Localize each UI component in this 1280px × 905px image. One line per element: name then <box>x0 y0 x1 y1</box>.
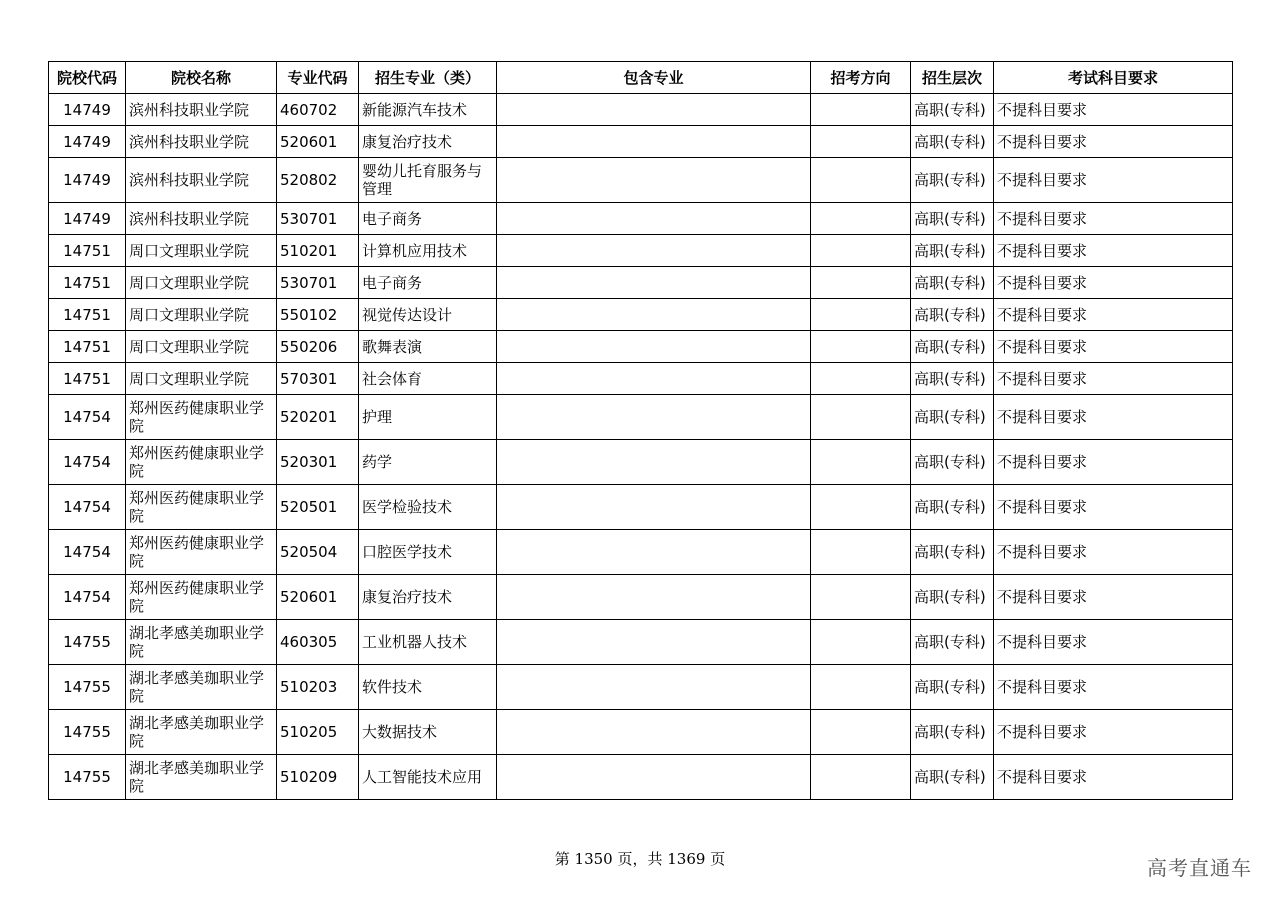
cell-school-name: 湖北孝感美珈职业学院 <box>126 620 277 665</box>
page-footer: 第 1350 页，共 1369 页 <box>554 850 726 868</box>
table-row <box>49 363 1233 395</box>
cell-major-code: 510205 <box>277 710 359 755</box>
table-row <box>49 235 1233 267</box>
cell-level: 高职(专科) <box>911 665 994 710</box>
cell-direction <box>811 530 911 575</box>
table-row <box>49 575 1233 620</box>
cell-school-name: 滨州科技职业学院 <box>126 126 277 158</box>
cell-included-majors <box>497 440 811 485</box>
cell-school-code: 14749 <box>49 94 126 126</box>
cell-school-name: 湖北孝感美珈职业学院 <box>126 710 277 755</box>
cell-level: 高职(专科) <box>911 530 994 575</box>
cell-requirement: 不提科目要求 <box>994 203 1233 235</box>
cell-level: 高职(专科) <box>911 126 994 158</box>
cell-school-name: 湖北孝感美珈职业学院 <box>126 755 277 800</box>
cell-included-majors <box>497 158 811 203</box>
cell-level: 高职(专科) <box>911 395 994 440</box>
cell-major: 工业机器人技术 <box>359 620 497 665</box>
cell-major-code: 510201 <box>277 235 359 267</box>
header-school-name: 院校名称 <box>126 62 277 94</box>
cell-school-name: 郑州医药健康职业学院 <box>126 395 277 440</box>
cell-direction <box>811 331 911 363</box>
table-row <box>49 94 1233 126</box>
cell-included-majors <box>497 94 811 126</box>
cell-major: 电子商务 <box>359 267 497 299</box>
cell-level: 高职(专科) <box>911 363 994 395</box>
cell-requirement: 不提科目要求 <box>994 158 1233 203</box>
cell-major: 视觉传达设计 <box>359 299 497 331</box>
cell-major-code: 510203 <box>277 665 359 710</box>
header-direction: 招考方向 <box>811 62 911 94</box>
cell-included-majors <box>497 710 811 755</box>
table-row <box>49 710 1233 755</box>
table-header-row <box>49 62 1233 94</box>
cell-requirement: 不提科目要求 <box>994 331 1233 363</box>
cell-major: 新能源汽车技术 <box>359 94 497 126</box>
cell-major-code: 520601 <box>277 126 359 158</box>
cell-included-majors <box>497 126 811 158</box>
cell-school-name: 滨州科技职业学院 <box>126 203 277 235</box>
cell-major-code: 520501 <box>277 485 359 530</box>
cell-direction <box>811 710 911 755</box>
cell-included-majors <box>497 299 811 331</box>
cell-included-majors <box>497 485 811 530</box>
cell-school-code: 14755 <box>49 755 126 800</box>
header-requirement: 考试科目要求 <box>994 62 1233 94</box>
cell-major-code: 520601 <box>277 575 359 620</box>
table-row <box>49 126 1233 158</box>
cell-direction <box>811 440 911 485</box>
cell-requirement: 不提科目要求 <box>994 755 1233 800</box>
cell-major: 康复治疗技术 <box>359 126 497 158</box>
cell-level: 高职(专科) <box>911 575 994 620</box>
cell-school-name: 周口文理职业学院 <box>126 299 277 331</box>
cell-direction <box>811 126 911 158</box>
cell-included-majors <box>497 331 811 363</box>
table-row <box>49 485 1233 530</box>
cell-direction <box>811 575 911 620</box>
admissions-table <box>48 61 1233 800</box>
cell-school-code: 14749 <box>49 203 126 235</box>
cell-requirement: 不提科目要求 <box>994 485 1233 530</box>
cell-major: 康复治疗技术 <box>359 575 497 620</box>
cell-direction <box>811 485 911 530</box>
table-row <box>49 299 1233 331</box>
table-row <box>49 755 1233 800</box>
cell-direction <box>811 620 911 665</box>
cell-major: 大数据技术 <box>359 710 497 755</box>
cell-level: 高职(专科) <box>911 299 994 331</box>
cell-school-code: 14755 <box>49 665 126 710</box>
cell-school-name: 湖北孝感美珈职业学院 <box>126 665 277 710</box>
cell-requirement: 不提科目要求 <box>994 575 1233 620</box>
table-row <box>49 620 1233 665</box>
cell-requirement: 不提科目要求 <box>994 126 1233 158</box>
watermark: 高考直通车 <box>1147 856 1252 880</box>
header-school-code: 院校代码 <box>49 62 126 94</box>
cell-major-code: 530701 <box>277 267 359 299</box>
cell-school-name: 周口文理职业学院 <box>126 235 277 267</box>
cell-requirement: 不提科目要求 <box>994 363 1233 395</box>
cell-major: 婴幼儿托育服务与管理 <box>359 158 497 203</box>
cell-major: 人工智能技术应用 <box>359 755 497 800</box>
cell-school-code: 14751 <box>49 267 126 299</box>
cell-direction <box>811 665 911 710</box>
cell-major-code: 520802 <box>277 158 359 203</box>
cell-school-name: 滨州科技职业学院 <box>126 94 277 126</box>
cell-included-majors <box>497 395 811 440</box>
cell-requirement: 不提科目要求 <box>994 530 1233 575</box>
cell-major: 药学 <box>359 440 497 485</box>
table-row <box>49 267 1233 299</box>
cell-major: 医学检验技术 <box>359 485 497 530</box>
table-row <box>49 440 1233 485</box>
cell-school-name: 郑州医药健康职业学院 <box>126 530 277 575</box>
table-row <box>49 158 1233 203</box>
cell-level: 高职(专科) <box>911 158 994 203</box>
cell-level: 高职(专科) <box>911 620 994 665</box>
cell-requirement: 不提科目要求 <box>994 395 1233 440</box>
cell-requirement: 不提科目要求 <box>994 665 1233 710</box>
cell-included-majors <box>497 620 811 665</box>
cell-included-majors <box>497 755 811 800</box>
cell-included-majors <box>497 235 811 267</box>
header-major: 招生专业（类） <box>359 62 497 94</box>
cell-requirement: 不提科目要求 <box>994 235 1233 267</box>
cell-major-code: 520301 <box>277 440 359 485</box>
header-level: 招生层次 <box>911 62 994 94</box>
cell-school-name: 滨州科技职业学院 <box>126 158 277 203</box>
table-row <box>49 331 1233 363</box>
cell-school-code: 14749 <box>49 158 126 203</box>
cell-school-code: 14751 <box>49 363 126 395</box>
cell-requirement: 不提科目要求 <box>994 94 1233 126</box>
cell-direction <box>811 363 911 395</box>
cell-school-name: 周口文理职业学院 <box>126 267 277 299</box>
cell-level: 高职(专科) <box>911 267 994 299</box>
cell-direction <box>811 299 911 331</box>
cell-school-code: 14755 <box>49 710 126 755</box>
cell-major: 口腔医学技术 <box>359 530 497 575</box>
cell-major-code: 510209 <box>277 755 359 800</box>
cell-direction <box>811 94 911 126</box>
cell-included-majors <box>497 267 811 299</box>
table-row <box>49 665 1233 710</box>
cell-included-majors <box>497 530 811 575</box>
cell-requirement: 不提科目要求 <box>994 710 1233 755</box>
header-included-majors: 包含专业 <box>497 62 811 94</box>
cell-requirement: 不提科目要求 <box>994 620 1233 665</box>
cell-major: 歌舞表演 <box>359 331 497 363</box>
cell-school-code: 14751 <box>49 331 126 363</box>
table-row <box>49 530 1233 575</box>
cell-direction <box>811 235 911 267</box>
cell-school-name: 周口文理职业学院 <box>126 363 277 395</box>
cell-included-majors <box>497 665 811 710</box>
cell-school-name: 周口文理职业学院 <box>126 331 277 363</box>
cell-level: 高职(专科) <box>911 235 994 267</box>
cell-requirement: 不提科目要求 <box>994 440 1233 485</box>
cell-major-code: 520504 <box>277 530 359 575</box>
cell-level: 高职(专科) <box>911 440 994 485</box>
cell-major: 电子商务 <box>359 203 497 235</box>
cell-school-code: 14751 <box>49 235 126 267</box>
cell-level: 高职(专科) <box>911 203 994 235</box>
cell-school-code: 14755 <box>49 620 126 665</box>
cell-included-majors <box>497 203 811 235</box>
cell-requirement: 不提科目要求 <box>994 267 1233 299</box>
cell-school-code: 14754 <box>49 575 126 620</box>
cell-major-code: 460702 <box>277 94 359 126</box>
cell-direction <box>811 267 911 299</box>
cell-level: 高职(专科) <box>911 485 994 530</box>
table-row <box>49 203 1233 235</box>
cell-level: 高职(专科) <box>911 94 994 126</box>
cell-school-name: 郑州医药健康职业学院 <box>126 440 277 485</box>
cell-school-code: 14754 <box>49 395 126 440</box>
cell-major-code: 520201 <box>277 395 359 440</box>
cell-direction <box>811 158 911 203</box>
cell-level: 高职(专科) <box>911 331 994 363</box>
cell-major-code: 550102 <box>277 299 359 331</box>
cell-level: 高职(专科) <box>911 710 994 755</box>
cell-school-code: 14754 <box>49 440 126 485</box>
cell-major-code: 550206 <box>277 331 359 363</box>
table-body <box>49 94 1233 800</box>
table-row <box>49 395 1233 440</box>
cell-direction <box>811 395 911 440</box>
cell-school-code: 14754 <box>49 485 126 530</box>
cell-major: 社会体育 <box>359 363 497 395</box>
cell-direction <box>811 755 911 800</box>
cell-major: 软件技术 <box>359 665 497 710</box>
cell-major-code: 460305 <box>277 620 359 665</box>
cell-included-majors <box>497 575 811 620</box>
cell-level: 高职(专科) <box>911 755 994 800</box>
cell-school-code: 14749 <box>49 126 126 158</box>
cell-direction <box>811 203 911 235</box>
cell-included-majors <box>497 363 811 395</box>
cell-school-name: 郑州医药健康职业学院 <box>126 485 277 530</box>
cell-school-name: 郑州医药健康职业学院 <box>126 575 277 620</box>
header-major-code: 专业代码 <box>277 62 359 94</box>
cell-major: 计算机应用技术 <box>359 235 497 267</box>
cell-major: 护理 <box>359 395 497 440</box>
cell-school-code: 14754 <box>49 530 126 575</box>
cell-major-code: 570301 <box>277 363 359 395</box>
cell-major-code: 530701 <box>277 203 359 235</box>
cell-requirement: 不提科目要求 <box>994 299 1233 331</box>
cell-school-code: 14751 <box>49 299 126 331</box>
